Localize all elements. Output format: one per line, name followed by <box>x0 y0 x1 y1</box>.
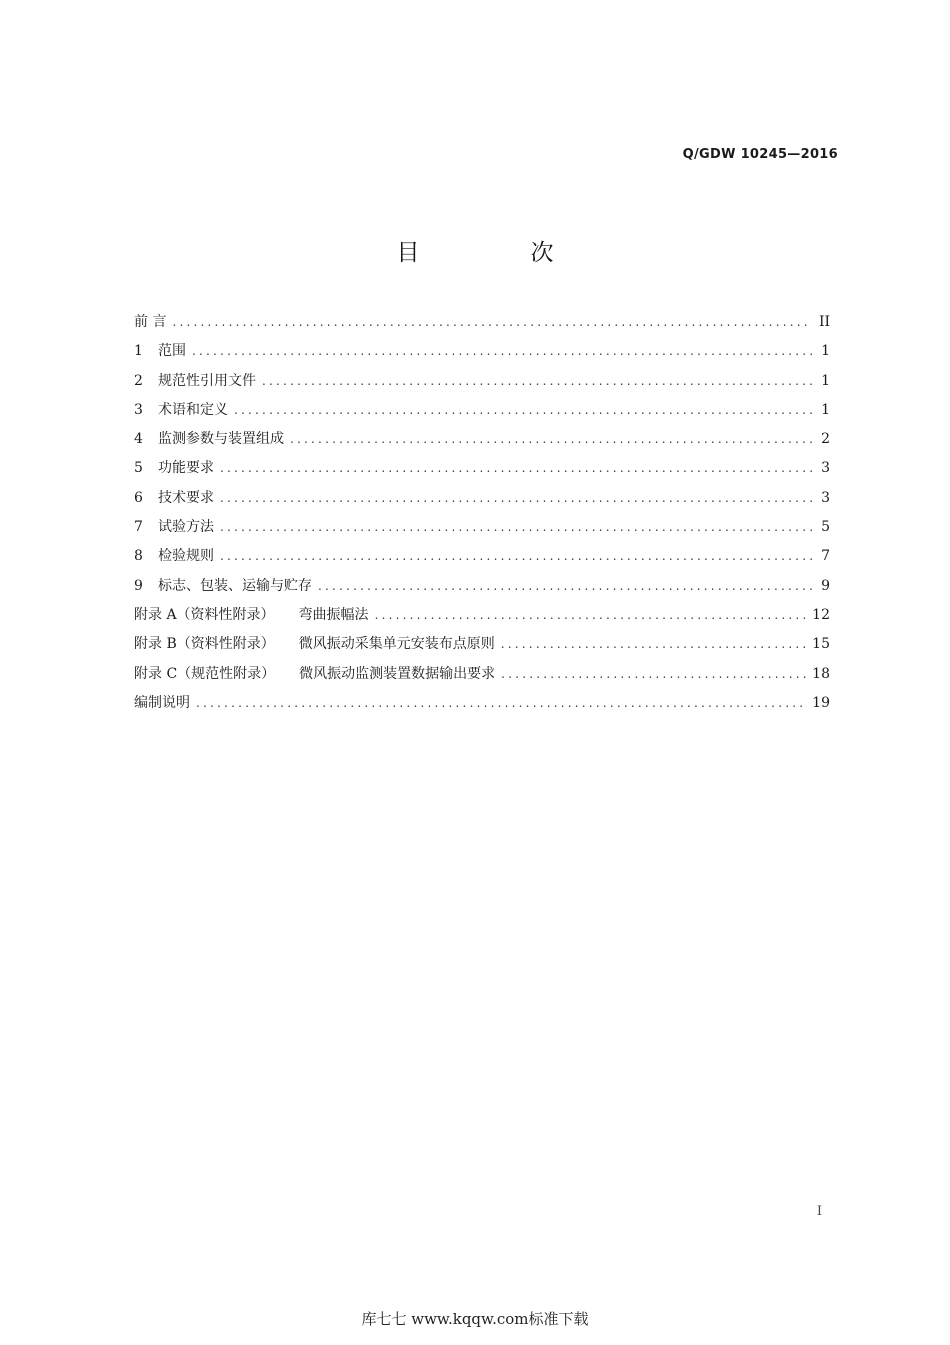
toc-entry-number: 7 <box>134 519 143 536</box>
toc-leader-dots <box>196 689 806 718</box>
toc-entry-subtitle: 微风振动采集单元安装布点原则 <box>298 636 495 653</box>
toc-entry-subtitle: 弯曲振幅法 <box>298 606 369 623</box>
toc-leader-dots <box>220 513 812 542</box>
toc-leader-dots <box>290 425 812 454</box>
toc-entry-appendix-b[interactable] <box>134 630 830 659</box>
toc-entry-label: 术语和定义 <box>158 401 228 418</box>
toc-entry-appendix-c[interactable] <box>134 660 830 689</box>
toc-entry-number: 9 <box>134 577 143 594</box>
document-code: Q/GDW 10245—2016 <box>682 147 838 162</box>
toc-entry-number: 3 <box>134 401 143 418</box>
toc-list <box>134 308 830 718</box>
toc-entry-number: 1 <box>134 343 143 360</box>
toc-entry-page: 19 <box>812 694 830 711</box>
toc-leader-dots <box>192 337 812 366</box>
toc-entry-page: 1 <box>821 401 830 418</box>
toc-leader-dots <box>262 367 812 396</box>
toc-entry[interactable] <box>134 308 830 337</box>
toc-entry-label: 附录 C（规范性附录） <box>134 665 276 682</box>
toc-entry[interactable] <box>134 425 830 454</box>
toc-entry[interactable] <box>134 572 830 601</box>
toc-leader-dots <box>318 572 812 601</box>
toc-entry-page: 9 <box>821 577 830 594</box>
toc-leader-dots <box>501 630 806 659</box>
toc-entry[interactable] <box>134 337 830 366</box>
toc-entry-label: 检验规则 <box>158 548 214 565</box>
toc-entry-label: 功能要求 <box>158 460 214 477</box>
toc-entry-label: 附录 B（资料性附录） <box>134 636 275 653</box>
toc-entry[interactable] <box>134 484 830 513</box>
toc-entry-label: 试验方法 <box>158 519 214 536</box>
toc-entry-number: 2 <box>134 372 143 389</box>
toc-entry-page: 5 <box>821 519 830 536</box>
toc-entry-label: 附录 A（资料性附录） <box>134 606 275 623</box>
toc-leader-dots <box>375 601 807 630</box>
page-number: I <box>816 1204 822 1219</box>
toc-entry[interactable] <box>134 396 830 425</box>
toc-entry[interactable] <box>134 542 830 571</box>
toc-entry-label: 监测参数与装置组成 <box>158 431 284 448</box>
toc-entry-number: 8 <box>134 548 143 565</box>
toc-entry-label: 技术要求 <box>158 489 214 506</box>
toc-entry-label: 规范性引用文件 <box>158 372 256 389</box>
toc-entry-label: 前 言 <box>134 314 167 330</box>
toc-entry-number: 4 <box>134 431 143 448</box>
toc-entry-compilation-notes[interactable] <box>134 689 830 718</box>
toc-leader-dots <box>234 396 812 425</box>
toc-entry-number: 5 <box>134 460 143 477</box>
toc-entry-appendix-a[interactable] <box>134 601 830 630</box>
toc-leader-dots <box>172 308 812 337</box>
toc-entry-page: 18 <box>812 665 830 682</box>
toc-entry-number: 6 <box>134 489 143 506</box>
toc-leader-dots <box>501 660 806 689</box>
toc-leader-dots <box>220 484 812 513</box>
toc-title: 目 次 <box>396 240 598 266</box>
toc-leader-dots <box>220 454 812 483</box>
toc-entry-label: 编制说明 <box>134 694 190 711</box>
toc-entry-page: 15 <box>812 636 830 653</box>
toc-entry-page: 12 <box>812 606 830 623</box>
toc-entry-page: 7 <box>821 548 830 565</box>
toc-entry[interactable] <box>134 454 830 483</box>
toc-entry-subtitle: 微风振动监测装置数据输出要求 <box>299 665 496 682</box>
toc-entry-page: 2 <box>821 431 830 448</box>
toc-entry-page: 1 <box>821 343 830 360</box>
footer-watermark-text: 库七七 www.kqqw.com标准下载 <box>361 1310 589 1328</box>
toc-entry-label: 标志、包装、运输与贮存 <box>158 577 312 594</box>
toc-entry-page: 3 <box>821 489 830 506</box>
toc-entry-page: II <box>818 314 830 330</box>
toc-entry[interactable] <box>134 367 830 396</box>
toc-entry-label: 范围 <box>158 343 186 360</box>
toc-entry[interactable] <box>134 513 830 542</box>
toc-entry-page: 3 <box>821 460 830 477</box>
toc-leader-dots <box>220 542 812 571</box>
toc-entry-page: 1 <box>821 372 830 389</box>
